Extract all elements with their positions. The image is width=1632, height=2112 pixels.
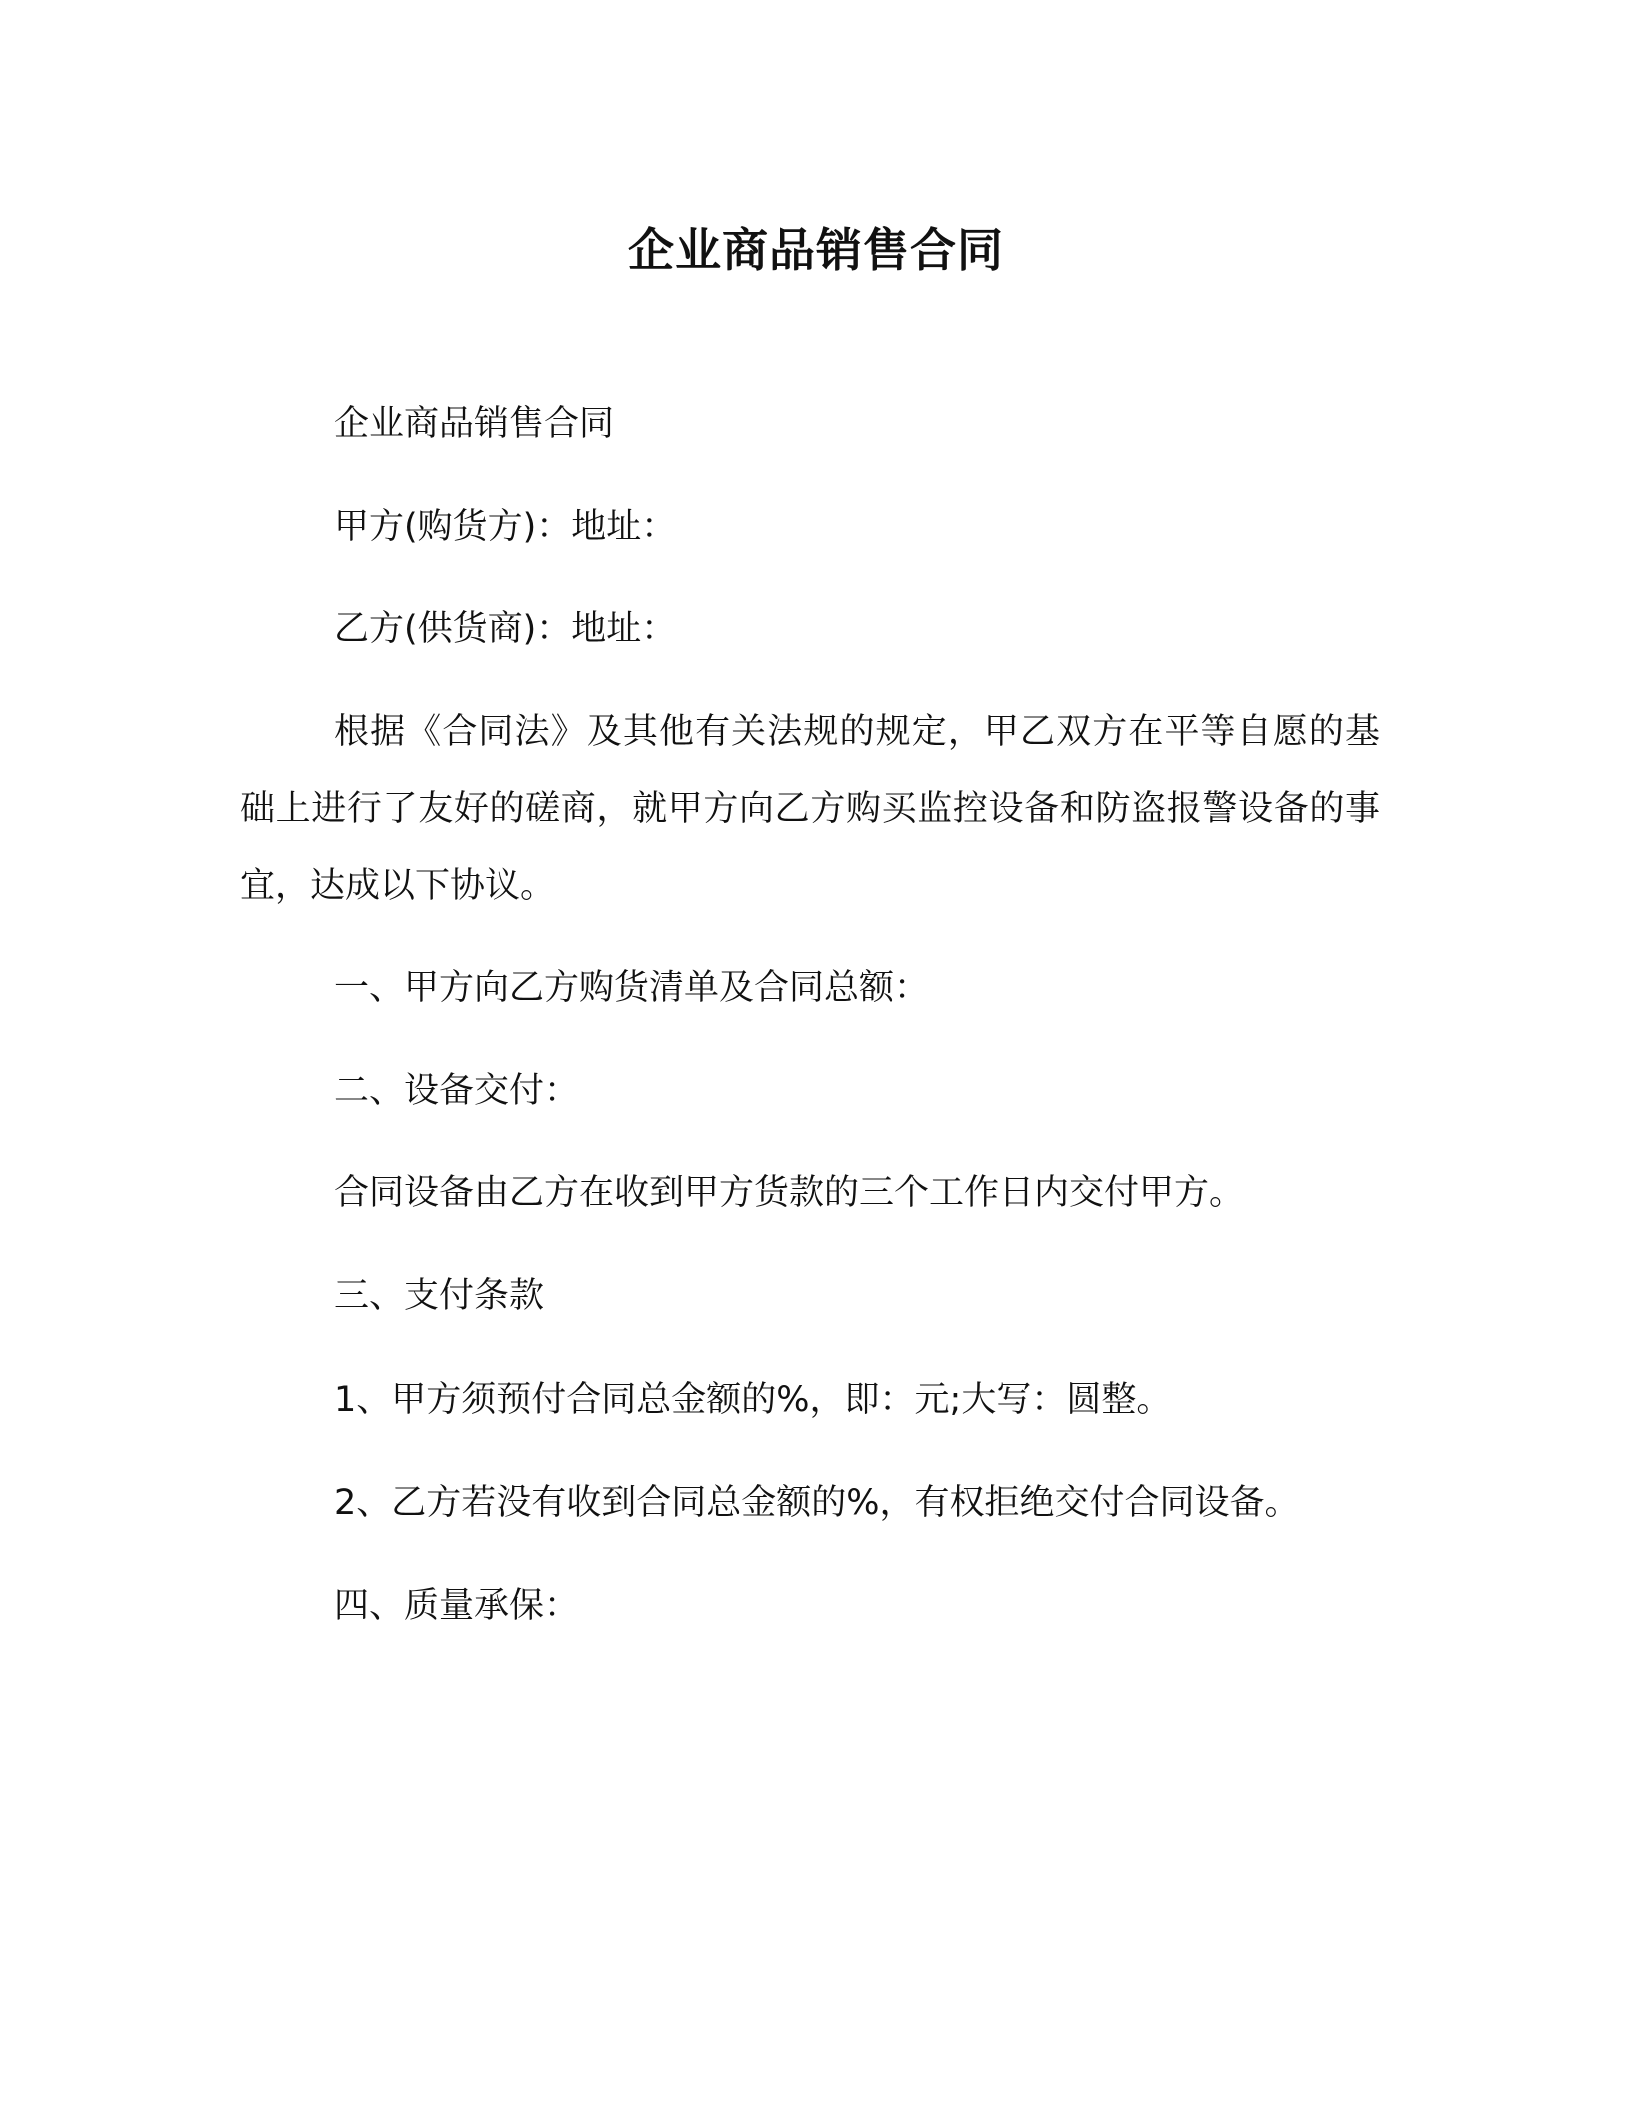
section-2-heading: 二、设备交付： — [334, 1071, 580, 1111]
section-3-item-2: 2、乙方若没有收到合同总金额的%，有权拒绝交付合同设备。 — [334, 1483, 1300, 1523]
contract-subtitle: 企业商品销售合同 — [334, 404, 615, 444]
section-4-heading: 四、质量承保： — [334, 1586, 580, 1626]
section-1-heading: 一、甲方向乙方购货清单及合同总额： — [334, 968, 930, 1008]
section-3-heading: 三、支付条款 — [334, 1276, 545, 1316]
party-b-line: 乙方(供货商)：地址： — [334, 609, 677, 649]
preamble-paragraph: 根据《合同法》及其他有关法规的规定，甲乙双方在平等自愿的基础上进行了友好的磋商，就甲方向乙方购买监控设备和防盗报警设备的事宜，达成以下协议。 — [240, 712, 1380, 906]
section-2-text: 合同设备由乙方在收到甲方货款的三个工作日内交付甲方。 — [334, 1173, 1245, 1213]
party-a-line: 甲方(购货方)：地址： — [334, 507, 677, 547]
section-3-item-1: 1、甲方须预付合同总金额的%，即：元;大写：圆整。 — [334, 1380, 1172, 1420]
document-title: 企业商品销售合同 — [628, 223, 1004, 277]
